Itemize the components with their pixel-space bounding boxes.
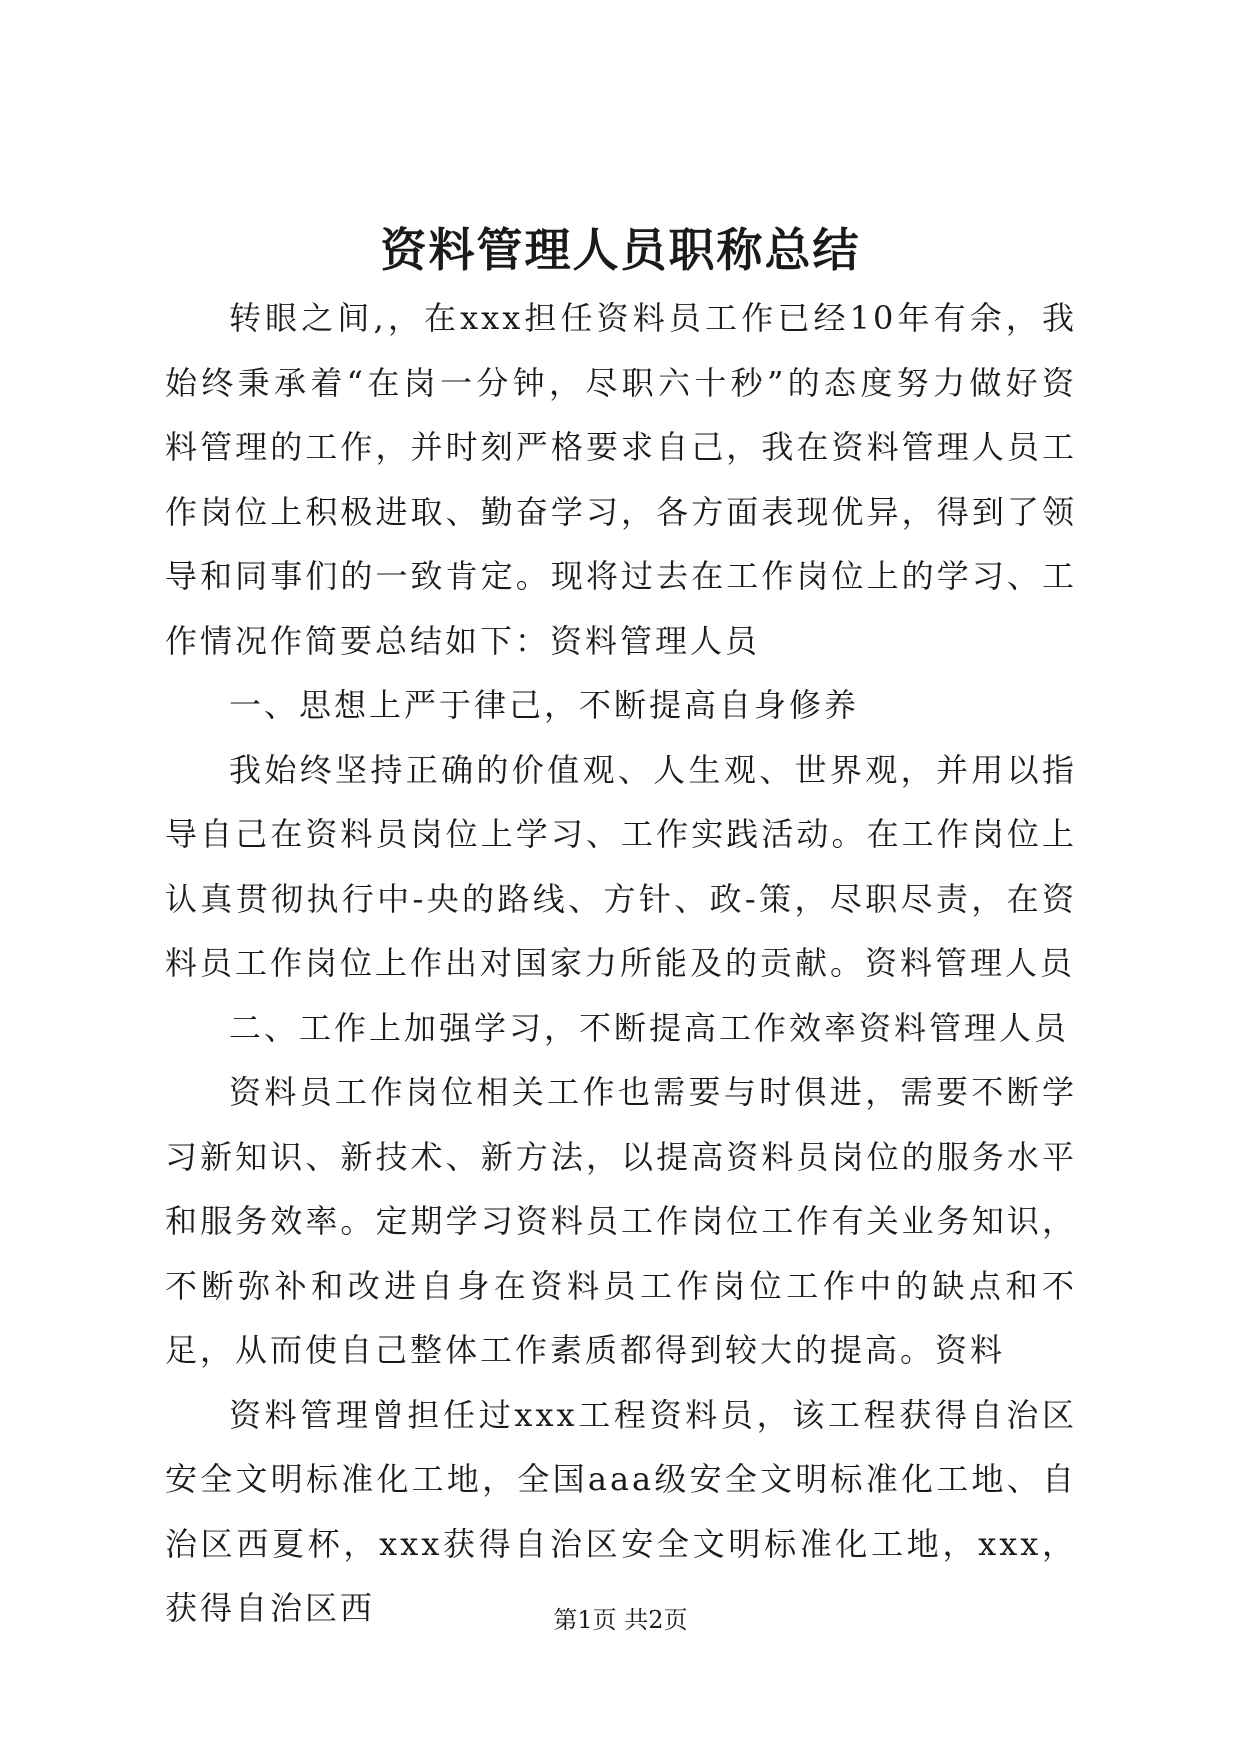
page-number-footer: 第1页 共2页 — [553, 1606, 688, 1634]
section-heading-2: 二、工作上加强学习，不断提高工作效率资料管理人员 — [229, 1008, 1070, 1047]
paragraph-section-1: 我始终坚持正确的价值观、人生观、世界观，并用以指导自己在资料员岗位上学习、工作实践活动。在工作岗位上认真贯彻执行中-央的路线、方针、政-策，尽职尽责，在资料员工作岗位上作出对国家力所能及的贡献。资料管理人员 — [165, 750, 1077, 982]
paragraph-intro: 转眼之间,，在xxx担任资料员工作已经10年有余，我始终秉承着“在岗一分钟，尽职六十秒”的态度努力做好资料管理的工作，并时刻严格要求自己，我在资料管理人员工作岗位上积极进取、勤奋学习，各方面表现优异，得到了领导和同事们的一致肯定。现将过去在工作岗位上的学习、工作情况作简要总结如下：资料管理人员 — [165, 299, 1077, 660]
paragraph-experience: 资料管理曾担任过xxx工程资料员，该工程获得自治区安全文明标准化工地，全国aaa级安全文明标准化工地、自治区西夏杯，xxx获得自治区安全文明标准化工地，xxx，获得自治区西 — [165, 1395, 1077, 1627]
paragraph-section-2: 资料员工作岗位相关工作也需要与时俱进，需要不断学习新知识、新技术、新方法，以提高资料员岗位的服务水平和服务效率。定期学习资料员工作岗位工作有关业务知识，不断弥补和改进自身在资料员工作岗位工作中的缺点和不足，从而使自己整体工作素质都得到较大的提高。资料 — [165, 1073, 1077, 1369]
section-heading-1: 一、思想上严于律己，不断提高自身修养 — [229, 686, 860, 724]
document-title: 资料管理人员职称总结 — [380, 223, 861, 277]
document-body — [165, 286, 1077, 1641]
